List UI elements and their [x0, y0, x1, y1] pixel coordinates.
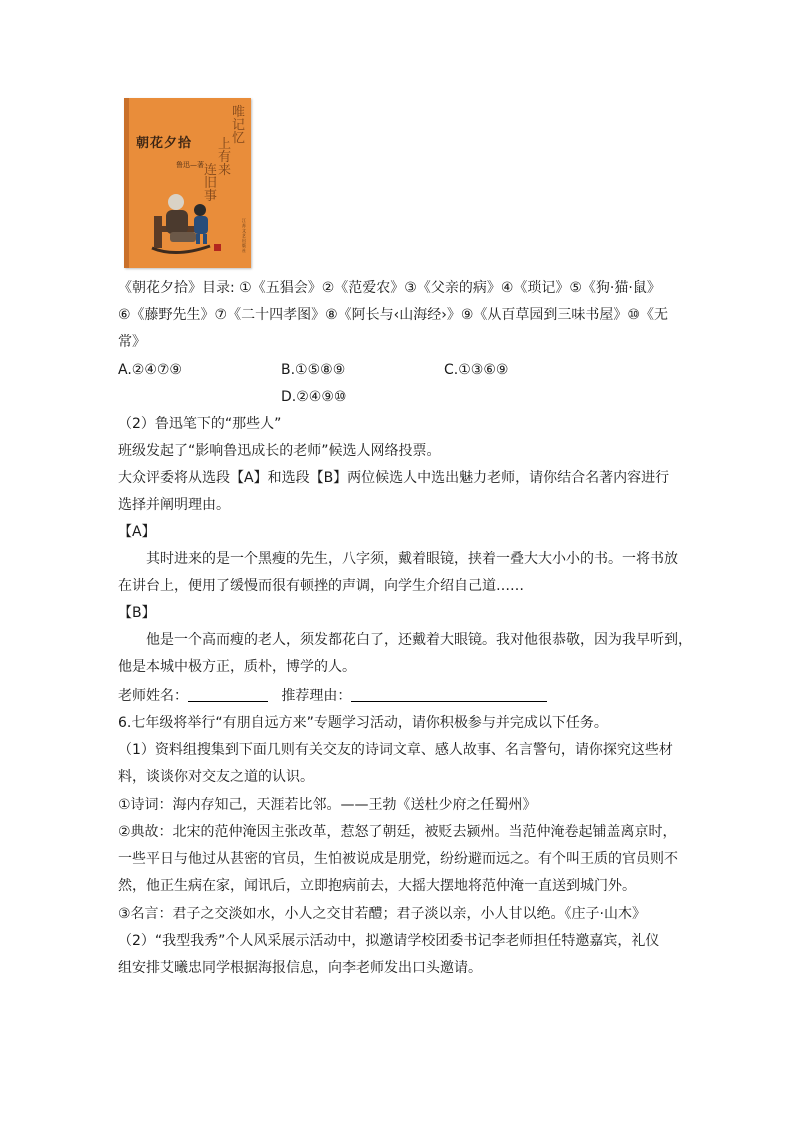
toc-line-3: 常》: [118, 334, 146, 350]
reason-label: 推荐理由：: [281, 688, 352, 704]
cover-title: 朝花夕拾: [136, 136, 193, 151]
q6-sub2-line-2: 组安排艾曦忠同学根据海报信息，向李老师发出口头邀请。: [118, 960, 482, 976]
q6-sub2-line-1: （2）“我型我秀”个人风采展示活动中，拟邀请学校团委书记李老师担任特邀嘉宾，礼仪: [118, 933, 660, 949]
passage-a-line-1: 其时进来的是一个黑瘦的先生，八字须，戴着眼镜，挟着一叠大大小小的书。一将书放: [146, 551, 678, 567]
q6-story-line-1: ②典故：北宋的范仲淹因主张改革，惹怒了朝廷，被贬去颍州。当范仲淹卷起铺盖离京时，: [118, 824, 677, 840]
teacher-name-blank[interactable]: [188, 687, 268, 702]
cover-slogan-col2: 上有来: [218, 137, 232, 178]
passage-b-line-1: 他是一个高而瘦的老人，须发都花白了，还戴着大眼镜。我对他很恭敬，因为我早听到，: [146, 632, 692, 648]
option-a: A.②④⑦⑨: [118, 362, 182, 378]
q2-heading: （2）鲁迅笔下的“那些人”: [118, 416, 282, 432]
q6-story-line-3: 然，他正生病在家，闻讯后，立即抱病前去，大摇大摆地将范仲淹一直送到城门外。: [118, 878, 636, 894]
cover-author: 鲁迅—著: [176, 161, 204, 169]
q6-story-line-2: 一些平日与他过从甚密的官员，生怕被说成是朋党，纷纷避而远之。有个叫王质的官员则不: [118, 851, 678, 867]
passage-b-label: 【B】: [118, 605, 156, 621]
q2-line-3: 选择并阐明理由。: [118, 497, 230, 513]
q2-line-2: 大众评委将从选段【A】和选段【B】两位候选人中选出魅力老师，请你结合名著内容进行: [118, 470, 670, 486]
passage-a-label: 【A】: [118, 524, 156, 540]
option-d: D.②④⑨⑩: [281, 389, 347, 405]
answer-row: [118, 686, 547, 706]
q6-poem: ①诗词：海内存知己，天涯若比邻。——王勃《送杜少府之任蜀州》: [118, 797, 537, 813]
cover-slogan-col1: 唯记忆: [232, 105, 246, 146]
reason-blank[interactable]: [351, 687, 547, 702]
q6-sub1-line-2: 料，谈谈你对交友之道的认识。: [118, 769, 314, 785]
teacher-name-label: 老师姓名：: [118, 688, 188, 704]
cover-publisher: 江苏文艺出版社: [242, 218, 246, 253]
passage-a-line-2: 在讲台上，便用了缓慢而很有顿挫的声调，向学生介绍自己道……: [118, 578, 524, 594]
cover-slogan-col3: 连旧事: [204, 163, 218, 204]
toc-line-1: 《朝花夕拾》目录: ①《五猖会》②《范爱农》③《父亲的病》④《琐记》⑤《狗·猫·鼠》: [118, 280, 661, 296]
option-b: B.①⑤⑧⑨: [281, 362, 346, 378]
q6-line-1: 6.七年级将举行“有朋自远方来”专题学习活动，请你积极参与并完成以下任务。: [118, 715, 608, 731]
q2-line-1: 班级发起了“影响鲁迅成长的老师”候选人网络投票。: [118, 443, 441, 459]
toc-line-2: ⑥《藤野先生》⑦《二十四孝图》⑧《阿长与‹山海经›》⑨《从百草园到三味书屋》⑩《无: [118, 307, 668, 323]
passage-b-line-2: 他是本城中极方正，质朴，博学的人。: [118, 659, 356, 675]
q6-quote: ③名言：君子之交淡如水，小人之交甘若醴；君子淡以亲，小人甘以绝。《庄子·山木》: [118, 906, 646, 922]
q6-sub1-line-1: （1）资料组搜集到下面几则有关交友的诗词文章、感人故事、名言警句，请你探究这些材: [118, 742, 673, 758]
book-cover-image: [124, 98, 251, 268]
option-c: C.①③⑥⑨: [444, 362, 509, 378]
